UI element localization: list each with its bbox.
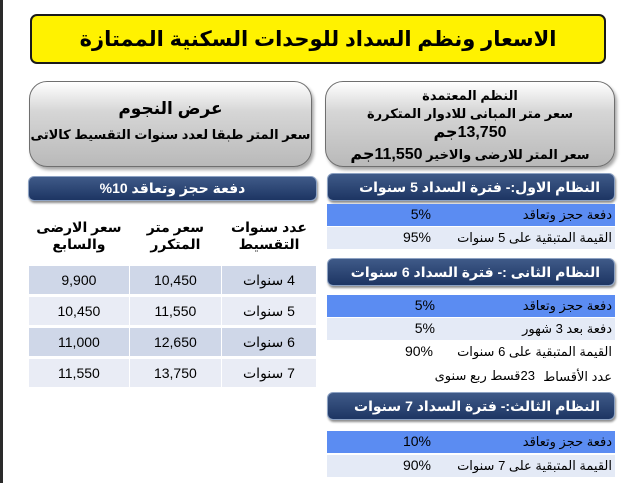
row-value: 23قسط ربع سنوى (434, 368, 535, 383)
approved-systems-box (325, 81, 615, 167)
row-label: عدد الأقساط (543, 369, 612, 384)
offer-subtitle: سعر المتر طبقا لعدد سنوات التقسيط كالاتى (30, 127, 311, 142)
col-years-header: عدد سنوات التقسيط (221, 209, 316, 265)
ground-price-cell: 11,000 (29, 327, 130, 358)
repeated-floors-price: 13,750جم (433, 124, 507, 141)
row-value: 95% (402, 229, 431, 245)
system1-title: النظام الاول:- فترة السداد 5 سنوات (327, 173, 615, 201)
price-table (28, 208, 317, 388)
table-row (29, 358, 317, 388)
repeated-price-cell: 11,550 (129, 296, 221, 327)
table-header-row (29, 209, 317, 265)
system2-row-installments (327, 366, 615, 388)
ground-floor-line (326, 144, 614, 164)
system1-row-down-payment (327, 204, 615, 226)
system2-title: النظام الثانى :- فترة السداد 6 سنوات (327, 258, 615, 286)
years-cell: 4 سنوات (221, 265, 316, 296)
repeated-price-cell: 10,450 (129, 265, 221, 296)
down-payment-bar: دفعة حجز وتعاقد 10% (28, 176, 317, 201)
offer-box (29, 81, 312, 167)
row-value: 90% (404, 343, 433, 359)
row-label: القيمة المتبقية على 7 سنوات (457, 458, 612, 473)
row-label: دفعة بعد 3 شهور (522, 321, 612, 336)
years-cell: 7 سنوات (221, 358, 316, 388)
system3-row-down-payment (327, 431, 615, 453)
table-row (29, 327, 317, 358)
repeated-price-cell: 12,650 (129, 327, 221, 358)
ground-floor-price: 11,550جم (350, 146, 423, 163)
ground-floor-label: سعر المتر للارضى والاخير (426, 147, 590, 162)
page-title: الاسعار ونظم السداد للوحدات السكنية الممتازة (30, 14, 606, 64)
system1-row-remaining (327, 227, 615, 249)
repeated-floors-label: سعر متر المبانى للادوار المتكررة (367, 106, 573, 121)
system2-row-remaining (327, 341, 615, 363)
col-ground-header: سعر الارضى والسابع (29, 209, 130, 265)
table-row (29, 265, 317, 296)
row-label: القيمة المتبقية على 6 سنوات (457, 344, 612, 359)
row-value: 5% (410, 206, 431, 222)
col-repeated-header: سعر متر المتكرر (129, 209, 221, 265)
row-label: دفعة حجز وتعاقد (522, 434, 612, 449)
system3-row-remaining (327, 455, 615, 477)
system2-row-after-3-months (327, 318, 615, 340)
row-label: القيمة المتبقية على 5 سنوات (457, 230, 612, 245)
repeated-price-cell: 13,750 (129, 358, 221, 388)
system2-row-down-payment (327, 295, 615, 317)
row-value: 5% (414, 297, 435, 313)
years-cell: 5 سنوات (221, 296, 316, 327)
ground-price-cell: 11,550 (29, 358, 130, 388)
system3-title: النظام الثالث:- فترة السداد 7 سنوات (327, 392, 615, 420)
row-value: 10% (402, 433, 431, 449)
years-cell: 6 سنوات (221, 327, 316, 358)
row-value: 90% (402, 457, 431, 473)
row-value: 5% (414, 320, 435, 336)
table-row (29, 296, 317, 327)
offer-title: عرض النجوم (118, 99, 223, 118)
ground-price-cell: 10,450 (29, 296, 130, 327)
ground-price-cell: 9,900 (29, 265, 130, 296)
approved-systems-heading: النظم المعتمدة (422, 88, 518, 103)
row-label: دفعة حجز وتعاقد (522, 298, 612, 313)
window-edge (0, 0, 3, 483)
row-label: دفعة حجز وتعاقد (522, 207, 612, 222)
